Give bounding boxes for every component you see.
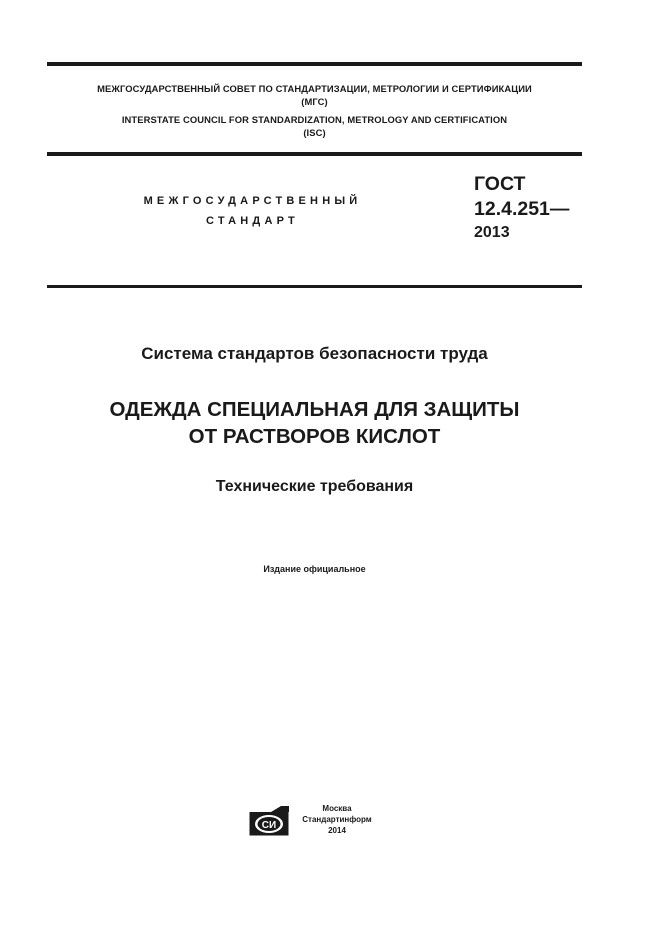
standard-kind-line1: МЕЖГОСУДАРСТВЕННЫЙ [143, 195, 362, 207]
council-name-ru [47, 82, 582, 108]
publisher-info [294, 803, 380, 836]
header-bottom-rule [47, 152, 582, 156]
council-name-ru-line: МЕЖГОСУДАРСТВЕННЫЙ СОВЕТ ПО СТАНДАРТИЗАЦИИ, МЕТРОЛОГИИ И СЕРТИФИКАЦИИ [97, 83, 532, 94]
council-name-en [47, 113, 582, 139]
council-abbr-ru: (МГС) [301, 96, 328, 107]
council-abbr-en: (ISC) [303, 127, 326, 138]
standard-kind-line2: СТАНДАРТ [206, 215, 299, 227]
standard-designation [474, 172, 569, 244]
designation-bottom-rule [47, 285, 582, 288]
designation-year: 2013 [474, 224, 510, 241]
designation-prefix: ГОСТ [474, 173, 526, 195]
top-rule [47, 62, 582, 66]
publisher-name: Стандартинформ [302, 815, 372, 824]
publisher-year: 2014 [328, 826, 346, 835]
edition-label: Издание официальное [263, 564, 366, 574]
document-subtitle: Технические требования [215, 478, 414, 495]
document-title-line2: ОТ РАСТВОРОВ КИСЛОТ [188, 425, 441, 448]
series-title: Система стандартов безопасности труда [141, 344, 488, 363]
document-title [47, 396, 582, 450]
publisher-logo-text: СИ [261, 820, 277, 831]
designation-number: 12.4.251— [474, 198, 570, 220]
document-title-line1: ОДЕЖДА СПЕЦИАЛЬНАЯ ДЛЯ ЗАЩИТЫ [109, 398, 520, 421]
publisher-logo-icon [249, 806, 289, 836]
publisher-city: Москва [322, 804, 352, 813]
council-name-en-line: INTERSTATE COUNCIL FOR STANDARDIZATION, METROLOGY AND CERTIFICATION [121, 114, 508, 125]
standard-kind [115, 191, 390, 231]
